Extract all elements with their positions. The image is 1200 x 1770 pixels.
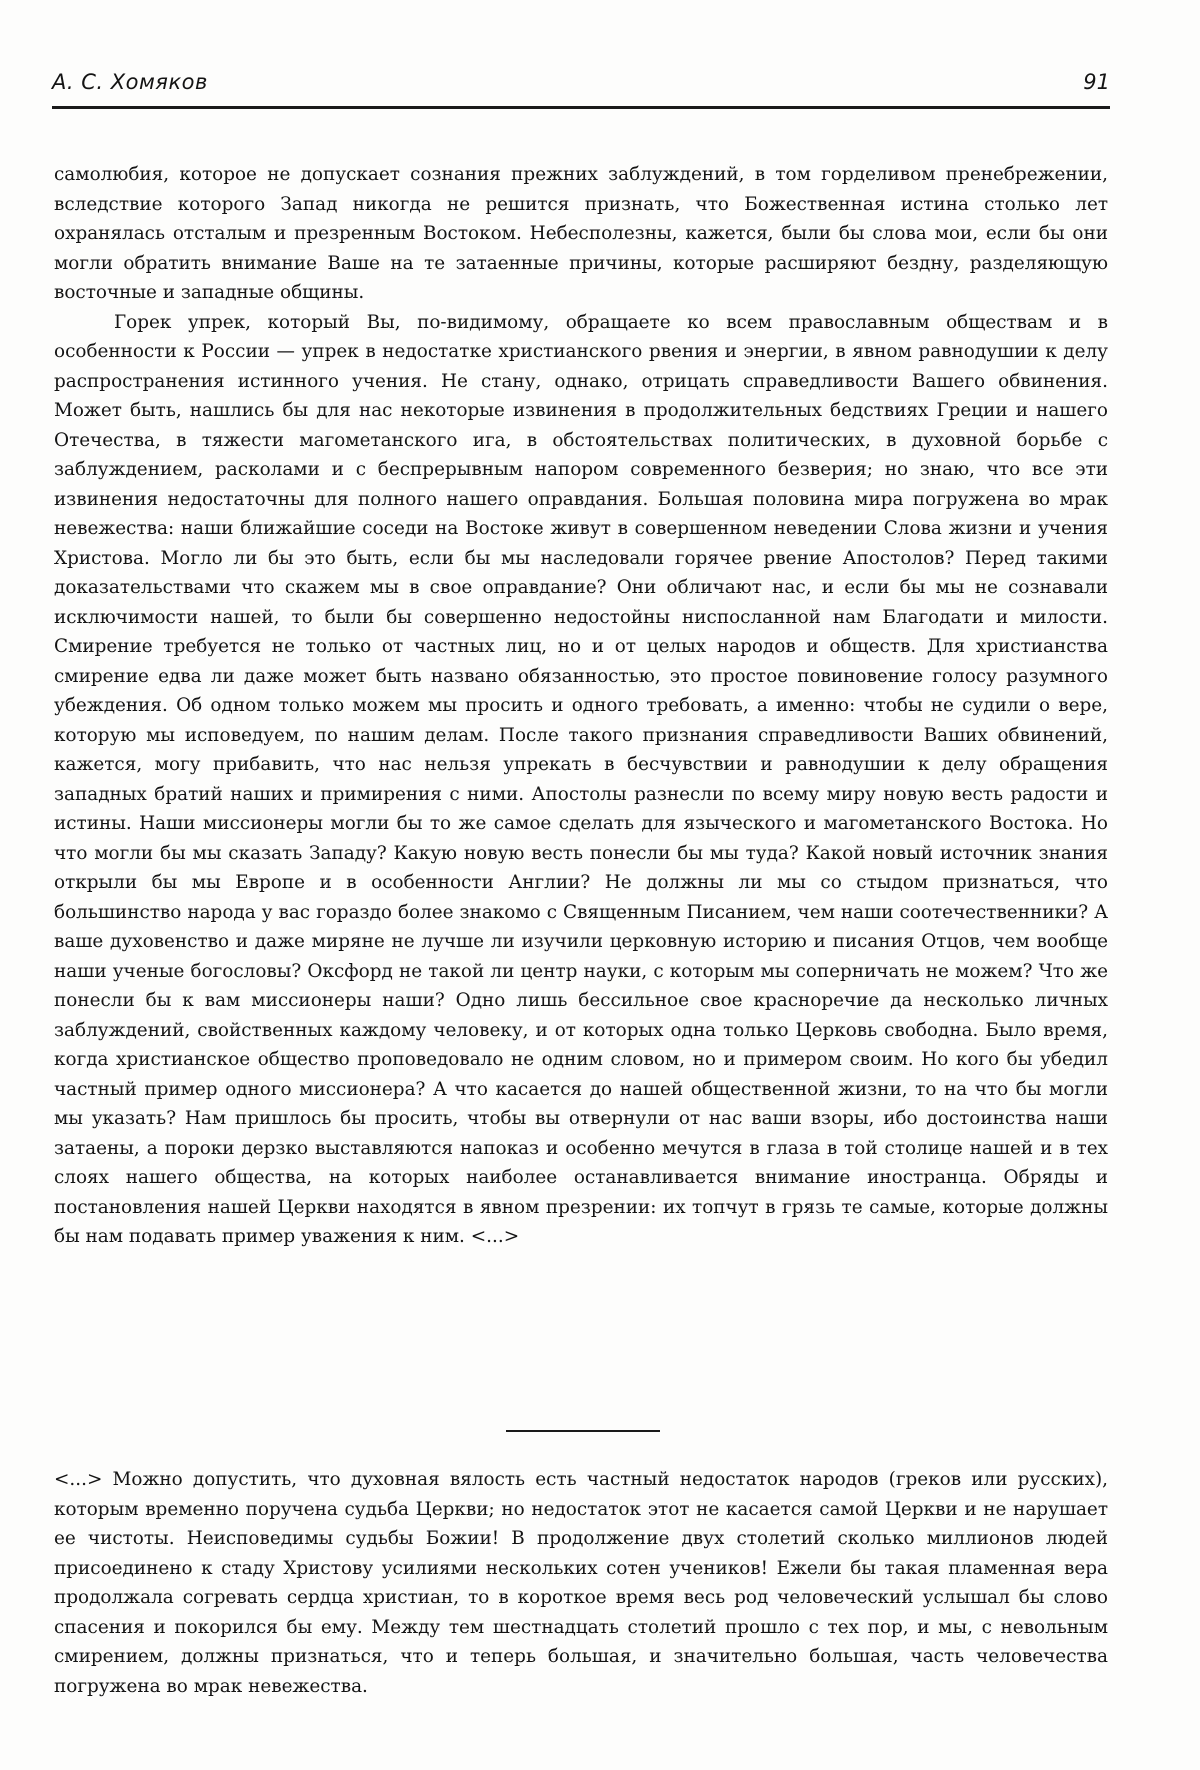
paragraph: самолюбия, которое не допускает сознания прежних заблуждений, в том горделивом пренебрежении, вследствие которого Запад никогда не решится признать, что Божественная истина столько лет охранялась отсталым и презренным Востоком. Небесполезны, кажется, были бы слова мои, если бы они могли обратить внимание Ваше на те затаенные причины, которые расширяют бездну, разделяющую восточные и западные общины. [54, 164, 1108, 303]
excerpt-1 [54, 160, 1108, 1252]
running-head [52, 70, 1110, 104]
paragraph: <...> Можно допустить, что духовная вялость есть частный недостаток народов (греков или русских), которым временно поручена судьба Церкви; но недостаток этот не касается самой Церкви и не нарушает ее чистоты. Неисповедимы судьбы Божии! В продолжение двух столетий сколько миллионов людей присоединено к стаду Христову усилиями нескольких сотен учеников! Ежели бы такая пламенная вера продолжала согревать сердца христиан, то в короткое время весь род человеческий услышал бы слово спасения и покорился бы ему. Между тем шестнадцать столетий прошло с тех пор, и мы, с невольным смирением, должны признаться, что и теперь большая, и значительно большая, часть человечества погружена во мрак невежества. [54, 1469, 1108, 1697]
excerpt-2 [54, 1465, 1108, 1701]
paragraph: Горек упрек, который Вы, по-видимому, обращаете ко всем православным обществам и в особенности к России — упрек в недостатке христианского рвения и энергии, в явном равнодушии к делу распространения истинного учения. Не стану, однако, отрицать справедливости Вашего обвинения. Может быть, нашлись бы для нас некоторые извинения в продолжительных бедствиях Греции и нашего Отечества, в тяжести магометанского ига, в обстоятельствах политических, в духовной борьбе с заблуждением, расколами и с беспрерывным напором современного безверия; но знаю, что все эти извинения недостаточны для полного нашего оправдания. Большая половина мира погружена во мрак невежества: наши ближайшие соседи на Востоке живут в совершенном неведении Слова жизни и учения Христова. Могло ли бы это быть, если бы мы наследовали горячее рвение Апостолов? Перед такими доказательствами что скажем мы в свое оправдание? Они обличают нас, и если бы мы не сознавали исключимости нашей, то были бы совершенно недостойны ниспосланной нам Благодати и милости. Смирение требуется не только от частных лиц, но и от целых народов и обществ. Для христианства смирение едва ли даже может быть названо обязанностью, это простое повиновение голосу разумного убеждения. Об одном только можем мы просить и одного требовать, а именно: чтобы не судили о вере, которую мы исповедуем, по нашим делам. После такого признания справедливости Ваших обвинений, кажется, могу прибавить, что нас нельзя упрекать в бесчувствии и равнодушии к делу обращения западных братий наших и примирения с ними. Апостолы разнесли по всему миру новую весть радости и истины. Наши миссионеры могли бы то же самое сделать для языческого и магометанского Востока. Но что могли бы мы сказать Западу? Какую новую весть понесли бы мы туда? Какой новый источник знания открыли бы мы Европе и в особенности Англии? Не должны ли мы со стыдом признаться, что большинство народа у вас гораздо более знакомо с Священным Писанием, чем наши соотечественники? А ваше духовенство и даже миряне не лучше ли изучили церковную историю и писания Отцов, чем вообще наши ученые богословы? Оксфорд не такой ли центр науки, с которым мы соперничать не можем? Что же понесли бы к вам миссионеры наши? Одно лишь бессильное свое красноречие да несколько личных заблуждений, свойственных каждому человеку, и от которых одна только Церковь свободна. Было время, когда христианское общество проповедовало не одним словом, но и примером своим. Но кого бы убедил частный пример одного миссионера? А что касается до нашей общественной жизни, то на что бы могли мы указать? Нам пришлось бы просить, чтобы вы отвернули от нас ваши взоры, ибо достоинства наши затаены, а пороки дерзко выставляются напоказ и особенно мечутся в глаза в той столице нашей и в тех слоях нашего общества, на которых наиболее останавливается внимание иностранца. Обряды и постановления нашей Церкви находятся в явном презрении: их топчут в грязь те самые, которые должны бы нам подавать пример уважения к ним. <...> [54, 311, 1108, 1247]
header-rule [52, 106, 1110, 109]
section-separator [506, 1430, 660, 1432]
running-head-author: А. С. Хомяков [52, 70, 208, 94]
page-number: 91 [1083, 70, 1110, 94]
